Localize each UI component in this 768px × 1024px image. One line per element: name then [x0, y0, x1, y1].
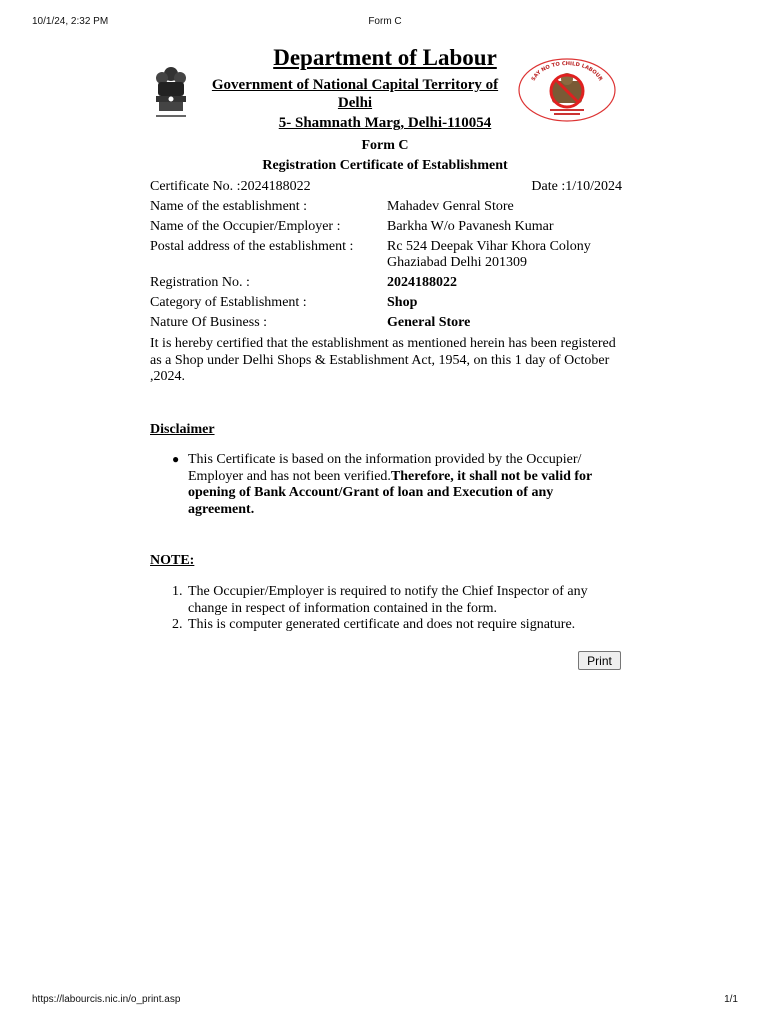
category-label: Category of Establishment : — [150, 295, 307, 310]
nature-of-business-label: Nature Of Business : — [150, 315, 268, 330]
note-item: This is computer generated certificate and does not require signature. — [188, 617, 576, 632]
page-number: 1/1 — [724, 994, 738, 1005]
print-button[interactable]: Print — [578, 651, 621, 670]
postal-address-label: Postal address of the establishment : — [150, 239, 354, 254]
badge-text: SAY NO TO CHILD LABOUR — [530, 60, 604, 83]
government-name: Government of National Capital Territory of Delhi — [211, 77, 499, 111]
certification-statement: It is hereby certified that the establishment as mentioned herein has been registered as a Shop under Delhi Shops & Establishment Act, 1954, on this 1 day of October ,2024. — [150, 336, 616, 384]
print-datetime: 10/1/24, 2:32 PM — [32, 16, 109, 27]
certificate-number: Certificate No. :2024188022 — [150, 179, 311, 194]
establishment-value: Mahadev Genral Store — [387, 199, 514, 214]
registration-number-label: Registration No. : — [150, 275, 250, 290]
print-footer — [32, 994, 738, 1010]
disclaimer-heading: Disclaimer — [150, 422, 215, 437]
occupier-label: Name of the Occupier/Employer : — [150, 219, 341, 234]
disclaimer-item: This Certificate is based on the information provided by the Occupier/ Employer and has not been verified.Therefore, it shall not be valid for opening of Bank Account/Grant of loan and Execution of any agreement. — [188, 452, 592, 517]
page-url: https://labourcis.nic.in/o_print.asp — [32, 994, 181, 1005]
category-value: Shop — [387, 295, 418, 310]
postal-address-value: Rc 524 Deepak Vihar Khora Colony Ghaziabad Delhi 201309 — [387, 239, 591, 270]
note-item: The Occupier/Employer is required to notify the Chief Inspector of any change in respect of information contained in the form. — [188, 584, 588, 616]
department-title: Department of Labour — [273, 45, 497, 70]
certificate-date: Date :1/10/2024 — [531, 179, 622, 194]
occupier-value: Barkha W/o Pavanesh Kumar — [387, 219, 554, 234]
form-name: Form C — [361, 138, 409, 153]
registration-number-value: 2024188022 — [387, 275, 457, 290]
note-number: 2. — [172, 617, 183, 632]
print-page-title: Form C — [368, 16, 402, 27]
state-emblem-icon — [150, 62, 192, 122]
note-number: 1. — [172, 584, 183, 599]
bullet-icon: ● — [172, 452, 180, 466]
print-header — [32, 16, 738, 32]
establishment-label: Name of the establishment : — [150, 199, 308, 214]
department-address: 5- Shamnath Marg, Delhi-110054 — [278, 115, 492, 131]
certificate-title: Registration Certificate of Establishment — [262, 158, 508, 173]
note-heading: NOTE: — [150, 553, 195, 568]
nature-of-business-value: General Store — [387, 315, 471, 330]
